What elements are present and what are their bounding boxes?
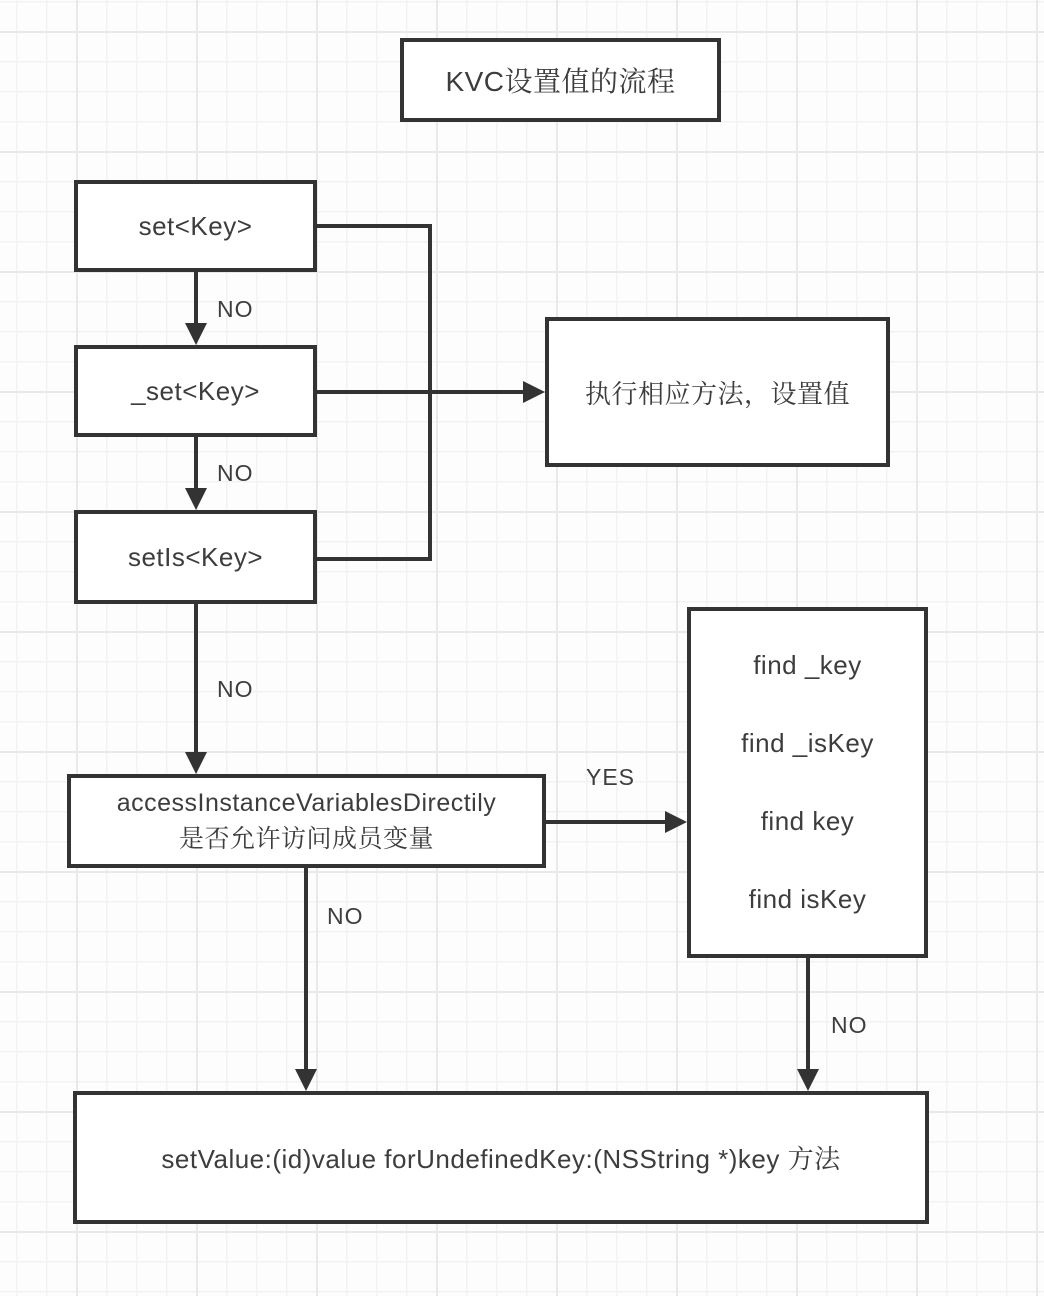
edge-access-to-find-arrowhead — [665, 811, 687, 833]
edge-find-to-undefined-line — [806, 958, 810, 1071]
edge-set-is-key-to-junction-line — [317, 557, 432, 561]
edge-setis-to-access-arrowhead — [185, 752, 207, 774]
node-underscore-set-key-label: _set<Key> — [131, 375, 260, 406]
edge-label-setis-to-access: NO — [217, 676, 254, 702]
node-execute-method-label: 执行相应方法，设置值 — [584, 378, 850, 409]
node-title-label: KVC设置值的流程 — [445, 66, 676, 97]
node-undefined-key-method — [73, 1091, 929, 1224]
edge-setis-to-access-line — [194, 604, 198, 754]
edge-access-to-undefined-arrowhead — [295, 1069, 317, 1091]
edge-set-to-underscore-line — [194, 272, 198, 325]
edge-find-to-undefined-arrowhead — [797, 1069, 819, 1091]
edge-underscore-to-execute-arrowhead — [523, 381, 545, 403]
node-set-key-label: set<Key> — [138, 210, 253, 241]
node-title — [400, 38, 721, 122]
edge-access-to-undefined-line — [304, 868, 308, 1071]
edge-set-key-to-junction-line — [317, 224, 432, 228]
edge-label-underscore-to-setis: NO — [217, 460, 254, 486]
edge-access-to-find-line — [546, 820, 669, 824]
find-ivar-item-2: find _isKey — [741, 728, 874, 759]
node-undefined-key-method-label: setValue:(id)value forUndefinedKey:(NSString *)key 方法 — [161, 1144, 841, 1174]
edge-label-find-to-undefined: NO — [831, 1012, 868, 1038]
edge-label-access-to-undefined: NO — [327, 903, 364, 929]
node-set-is-key — [74, 510, 317, 604]
edge-underscore-to-setis-arrowhead — [185, 488, 207, 510]
node-execute-method — [545, 317, 890, 467]
find-ivar-item-4: find isKey — [748, 883, 867, 914]
edge-underscore-to-execute-line — [317, 390, 525, 394]
find-ivar-item-1: find _key — [753, 650, 862, 681]
edge-set-to-underscore-arrowhead — [185, 323, 207, 345]
find-ivar-item-3: find key — [760, 805, 855, 836]
node-set-key — [74, 180, 317, 272]
edge-label-access-to-find: YES — [586, 764, 636, 790]
node-access-instance-variables-line1: accessInstanceVariablesDirectily — [116, 789, 497, 817]
node-set-is-key-label: setIs<Key> — [127, 541, 264, 572]
edge-label-set-to-underscore: NO — [217, 296, 254, 322]
node-underscore-set-key — [74, 345, 317, 437]
node-find-ivars — [687, 607, 928, 958]
node-access-instance-variables-line2: 是否允许访问成员变量 — [178, 825, 434, 853]
node-access-instance-variables — [67, 774, 546, 868]
edge-underscore-to-setis-line — [194, 437, 198, 490]
